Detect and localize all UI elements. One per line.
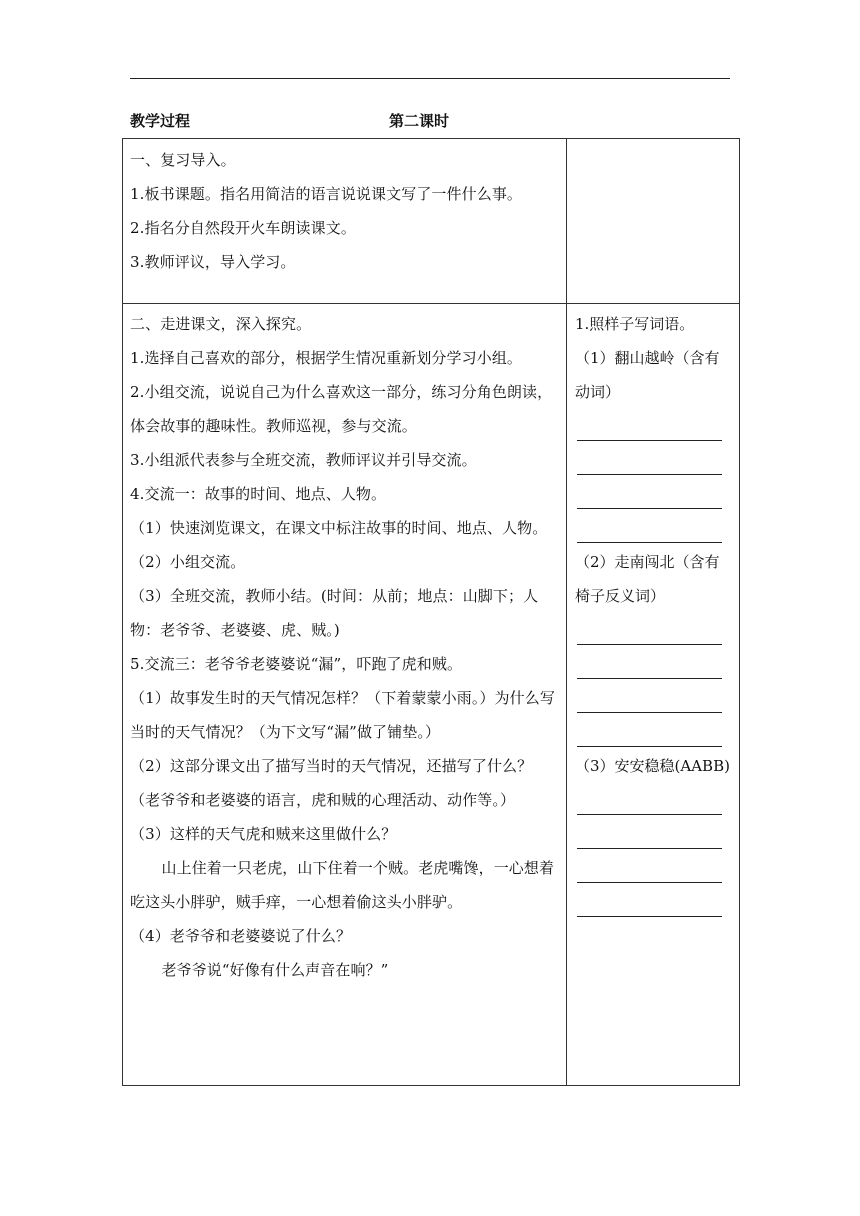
quoted-dialogue: 老爷爷说“好像有什么声音在响？” — [161, 961, 389, 979]
exercise-item-1: （1）翻山越岭（含有动词） — [575, 349, 720, 401]
exercise-cell — [567, 304, 740, 1086]
header-rule — [130, 78, 730, 79]
step-4-sub-2: （2）小组交流。 — [130, 553, 246, 571]
review-step-3: 3.教师评议，导入学习。 — [130, 253, 296, 271]
step-5-sub-3: （3）这样的天气虎和贼来这里做什么？ — [130, 825, 397, 843]
review-step-2: 2.指名分自然段开火车朗读课文。 — [130, 219, 356, 237]
exercise-item-3: （3）安安稳稳(AABB) — [575, 757, 730, 775]
explore-step-4: 4.交流一：故事的时间、地点、人物。 — [130, 485, 387, 503]
exercise-item-2: （2）走南闯北（含有椅子反义词） — [575, 553, 720, 605]
explore-heading: 二、走进课文，深入探究。 — [130, 315, 312, 333]
table-row — [123, 304, 740, 1086]
explore-step-5: 5.交流三：老爷爷老婆婆说“漏”，吓跑了虎和贼。 — [130, 655, 463, 673]
explore-cell — [123, 304, 567, 1086]
step-5-sub-2: （2）这部分课文出了描写当时的天气情况，还描写了什么？（老爷爷和老婆婆的语言，虎和贼的心理活动、动作等。） — [130, 757, 533, 809]
answer-blank[interactable] — [575, 613, 733, 647]
answer-blank[interactable] — [575, 647, 733, 681]
answer-blank[interactable] — [575, 851, 733, 885]
quoted-passage: 山上住着一只老虎，山下住着一个贼。老虎嘴馋，一心想着吃这头小胖驴，贼手痒，一心想着偷这头小胖驴。 — [130, 859, 555, 911]
step-5-sub-4: （4）老爷爷和老婆婆说了什么？ — [130, 927, 352, 945]
answer-blank[interactable] — [575, 409, 733, 443]
review-step-1: 1.板书课题。指名用简洁的语言说说课文写了一件什么事。 — [130, 185, 523, 203]
answer-blank[interactable] — [575, 443, 733, 477]
notes-cell-empty — [567, 139, 740, 304]
answer-blank[interactable] — [575, 885, 733, 919]
lesson-table — [122, 138, 740, 1086]
step-5-sub-1: （1）故事发生时的天气情况怎样？（下着蒙蒙小雨。）为什么写当时的天气情况？（为下文写“漏”做了铺垫。） — [130, 689, 555, 741]
answer-blank[interactable] — [575, 715, 733, 749]
answer-blank[interactable] — [575, 681, 733, 715]
review-cell — [123, 139, 567, 304]
table-row — [123, 139, 740, 304]
explore-step-2: 2.小组交流，说说自己为什么喜欢这一部分，练习分角色朗读，体会故事的趣味性。教师巡视，参与交流。 — [130, 383, 553, 435]
answer-blank[interactable] — [575, 817, 733, 851]
answer-blank[interactable] — [575, 511, 733, 545]
step-4-sub-3: （3）全班交流，教师小结。(时间：从前；地点：山脚下；人物：老爷爷、老婆婆、虎、贼。) — [130, 587, 539, 639]
step-4-sub-1: （1）快速浏览课文，在课文中标注故事的时间、地点、人物。 — [130, 519, 548, 537]
section-label: 教学过程 — [130, 112, 191, 130]
explore-step-1: 1.选择自己喜欢的部分，根据学生情况重新划分学习小组。 — [130, 349, 523, 367]
review-heading: 一、复习导入。 — [130, 151, 236, 169]
answer-blank[interactable] — [575, 477, 733, 511]
exercise-title: 1.照样子写词语。 — [575, 315, 695, 333]
answer-blank[interactable] — [575, 783, 733, 817]
lesson-period-title: 第二课时 — [389, 112, 450, 130]
explore-step-3: 3.小组派代表参与全班交流，教师评议并引导交流。 — [130, 451, 477, 469]
